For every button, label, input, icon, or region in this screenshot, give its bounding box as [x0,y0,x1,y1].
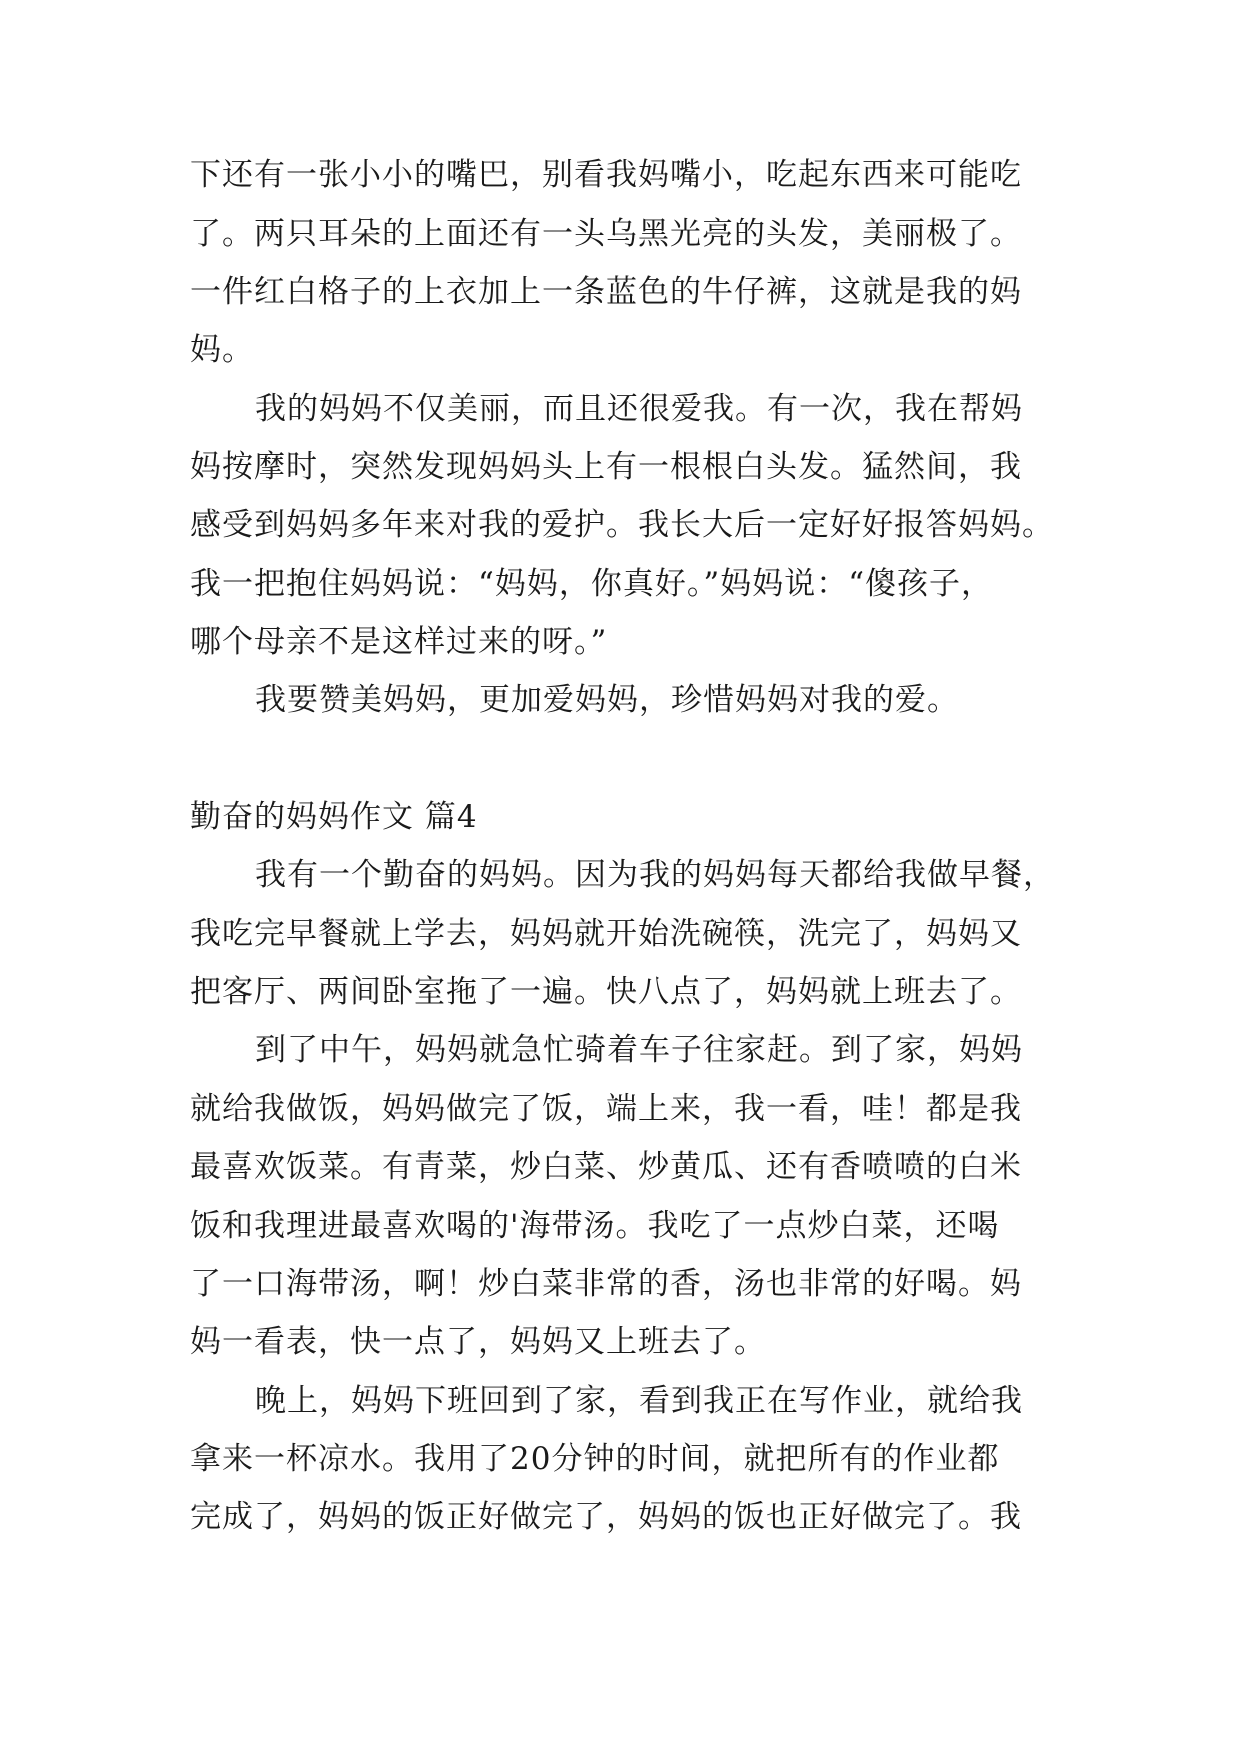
text-line: 了。两只耳朵的上面还有一头乌黑光亮的头发，美丽极了。 [190,216,1022,252]
text-line: 晚上，妈妈下班回到了家，看到我正在写作业，就给我 [255,1383,1023,1419]
text-line: 感受到妈妈多年来对我的爱护。我长大后一定好好报答妈妈。 [190,507,1054,543]
text-line: 最喜欢饭菜。有青菜，炒白菜、炒黄瓜、还有香喷喷的白米 [190,1149,1022,1185]
text-line: 到了中午，妈妈就急忙骑着车子往家赶。到了家，妈妈 [255,1032,1023,1068]
text-line: 妈一看表，快一点了，妈妈又上班去了。 [190,1324,766,1360]
text-line: 我的妈妈不仅美丽，而且还很爱我。有一次，我在帮妈 [255,391,1023,427]
text-line: 下还有一张小小的嘴巴，别看我妈嘴小，吃起东西来可能吃 [190,157,1022,193]
text-line: 饭和我理进最喜欢喝的'海带汤。我吃了一点炒白菜，还喝 [190,1208,1000,1244]
text-line: 完成了，妈妈的饭正好做完了，妈妈的饭也正好做完了。我 [190,1499,1022,1535]
text-line: 我有一个勤奋的妈妈。因为我的妈妈每天都给我做早餐， [255,857,1055,893]
text-line: 我要赞美妈妈，更加爱妈妈，珍惜妈妈对我的爱。 [255,682,959,718]
text-line: 拿来一杯凉水。我用了20分钟的时间，就把所有的作业都 [190,1441,1000,1477]
text-line: 我吃完早餐就上学去，妈妈就开始洗碗筷，洗完了，妈妈又 [190,916,1022,952]
text-line: 了一口海带汤，啊！炒白菜非常的香，汤也非常的好喝。妈 [190,1266,1022,1302]
text-line: 妈。 [190,332,254,368]
text-line: 一件红白格子的上衣加上一条蓝色的牛仔裤，这就是我的妈 [190,274,1022,310]
text-line: 妈按摩时，突然发现妈妈头上有一根根白头发。猛然间，我 [190,449,1022,485]
text-line: 哪个母亲不是这样过来的呀。” [190,624,608,660]
text-line: 把客厅、两间卧室拖了一遍。快八点了，妈妈就上班去了。 [190,974,1022,1010]
section-heading: 勤奋的妈妈作文 篇4 [190,799,478,835]
text-line: 就给我做饭，妈妈做完了饭，端上来，我一看，哇！都是我 [190,1091,1022,1127]
text-line: 我一把抱住妈妈说：“妈妈，你真好。”妈妈说：“傻孩子， [190,566,994,602]
